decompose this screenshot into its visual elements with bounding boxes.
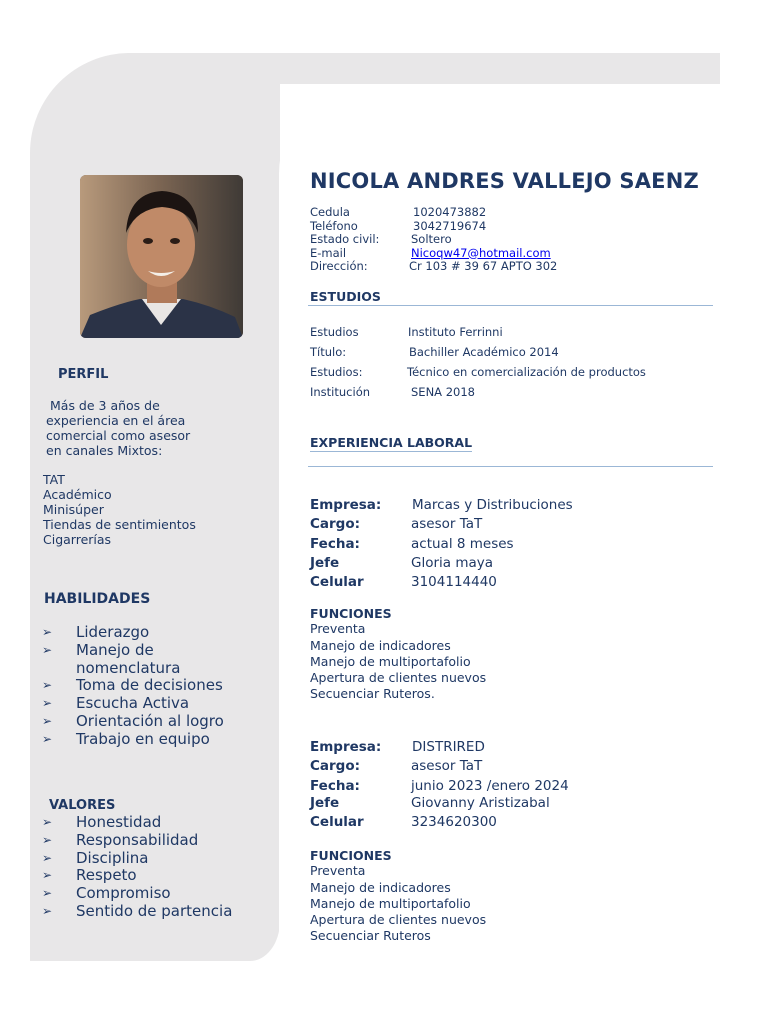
list-item: Preventa xyxy=(310,863,366,879)
perfil-line: experiencia en el área xyxy=(46,413,186,428)
list-item: ➢ Manejo de nomenclatura xyxy=(42,640,181,677)
arrow-bullet-icon: ➢ xyxy=(42,696,53,711)
list-item: ➢ Liderazgo xyxy=(42,623,150,641)
list-item: ➢ Trabajo en equipo xyxy=(42,729,210,748)
list-item: ➢ Toma de decisiones xyxy=(42,676,223,695)
arrow-bullet-icon: ➢ xyxy=(42,850,53,865)
table-row: Estudios Instituto Ferrinni xyxy=(310,325,503,339)
estudios-title: ESTUDIOS xyxy=(310,289,381,304)
email-link[interactable]: Nicoqw47@hotmail.com xyxy=(411,245,551,260)
profile-photo xyxy=(80,175,243,338)
experiencia-title: EXPERIENCIA LABORAL xyxy=(310,435,473,450)
job-row: Empresa: Marcas y Distribuciones xyxy=(310,497,573,513)
funciones-block xyxy=(310,606,710,702)
canal-item: TAT xyxy=(43,472,65,487)
job-row: Celular 3104114440 xyxy=(310,574,497,591)
perfil-line: en canales Mixtos: xyxy=(46,443,163,458)
arrow-bullet-icon: ➢ xyxy=(42,625,53,639)
canal-item: Cigarrerías xyxy=(43,532,112,547)
section-divider xyxy=(308,305,713,306)
job-entry xyxy=(310,736,710,830)
job-row: Empresa: DISTRIRED xyxy=(310,739,485,755)
canales-list xyxy=(43,472,196,547)
list-item: Secuenciar Ruteros xyxy=(310,928,431,944)
estudios-table xyxy=(310,322,710,402)
perfil-title: PERFIL xyxy=(58,367,109,382)
list-item: ➢ Disciplina xyxy=(42,848,149,867)
arrow-bullet-icon: ➢ xyxy=(42,815,53,829)
job-row: Fecha: junio 2023 /enero 2024 xyxy=(310,777,569,794)
table-row: Institución SENA 2018 xyxy=(310,385,475,399)
perfil-line: comercial como asesor xyxy=(46,428,191,443)
list-item: Apertura de clientes nuevos xyxy=(310,669,487,685)
habilidades-list xyxy=(42,624,252,749)
list-item: Manejo de indicadores xyxy=(310,637,451,653)
funciones-block xyxy=(310,848,710,944)
info-row: E-mail Nicoqw47@hotmail.com xyxy=(310,245,551,260)
info-row: Teléfono 3042719674 xyxy=(310,218,487,233)
canal-item: Académico xyxy=(43,487,112,502)
table-row: Estudios: Técnico en comercialización de productos xyxy=(310,365,646,379)
perfil-text xyxy=(46,398,190,458)
valores-title: VALORES xyxy=(49,798,116,813)
list-item: ➢ Sentido de partencia xyxy=(42,901,233,920)
list-item: Manejo de indicadores xyxy=(310,879,451,895)
list-item: Secuenciar Ruteros. xyxy=(310,686,435,702)
arrow-bullet-icon: ➢ xyxy=(42,642,53,657)
perfil-line: Más de 3 años de xyxy=(50,398,160,413)
funciones-title: FUNCIONES xyxy=(310,848,392,863)
personal-info xyxy=(310,206,710,274)
habilidades-title: HABILIDADES xyxy=(44,591,151,607)
job-row: Cargo: asesor TaT xyxy=(310,758,483,775)
info-row: Estado civil: Soltero xyxy=(310,232,452,246)
list-item: ➢ Honestidad xyxy=(42,813,162,831)
arrow-bullet-icon: ➢ xyxy=(42,868,53,883)
arrow-bullet-icon: ➢ xyxy=(42,731,53,746)
funciones-title: FUNCIONES xyxy=(310,606,392,621)
arrow-bullet-icon: ➢ xyxy=(42,713,53,728)
list-item: ➢ Escucha Activa xyxy=(42,694,190,713)
canal-item: Tiendas de sentimientos xyxy=(43,517,196,532)
valores-list xyxy=(42,814,272,921)
list-item: ➢ Orientación al logro xyxy=(42,711,224,730)
list-item: Manejo de multiportafolio xyxy=(310,895,471,911)
canal-item: Minisúper xyxy=(43,502,104,517)
list-item: Apertura de clientes nuevos xyxy=(310,911,487,927)
job-row: Cargo: asesor TaT xyxy=(310,516,483,533)
job-entry xyxy=(310,494,710,590)
arrow-bullet-icon: ➢ xyxy=(42,832,53,847)
arrow-bullet-icon: ➢ xyxy=(42,903,53,918)
list-item: ➢ Respeto xyxy=(42,866,137,885)
arrow-bullet-icon: ➢ xyxy=(42,886,53,901)
section-divider xyxy=(308,466,713,467)
list-item: Preventa xyxy=(310,621,366,637)
job-row: Fecha: actual 8 meses xyxy=(310,535,514,552)
list-item: ➢ Compromiso xyxy=(42,884,171,903)
info-row: Cedula 1020473882 xyxy=(310,205,487,219)
info-row: Dirección: Cr 103 # 39 67 APTO 302 xyxy=(310,259,558,273)
job-row: Jefe Giovanny Aristizabal xyxy=(310,794,550,811)
list-item: ➢ Responsabilidad xyxy=(42,830,199,849)
table-row: Título: Bachiller Académico 2014 xyxy=(310,345,559,359)
page-title: NICOLA ANDRES VALLEJO SAENZ xyxy=(310,169,699,193)
job-row: Celular 3234620300 xyxy=(310,814,497,831)
job-row: Jefe Gloria maya xyxy=(310,554,494,571)
arrow-bullet-icon: ➢ xyxy=(42,678,53,693)
list-item: Manejo de multiportafolio xyxy=(310,653,471,669)
